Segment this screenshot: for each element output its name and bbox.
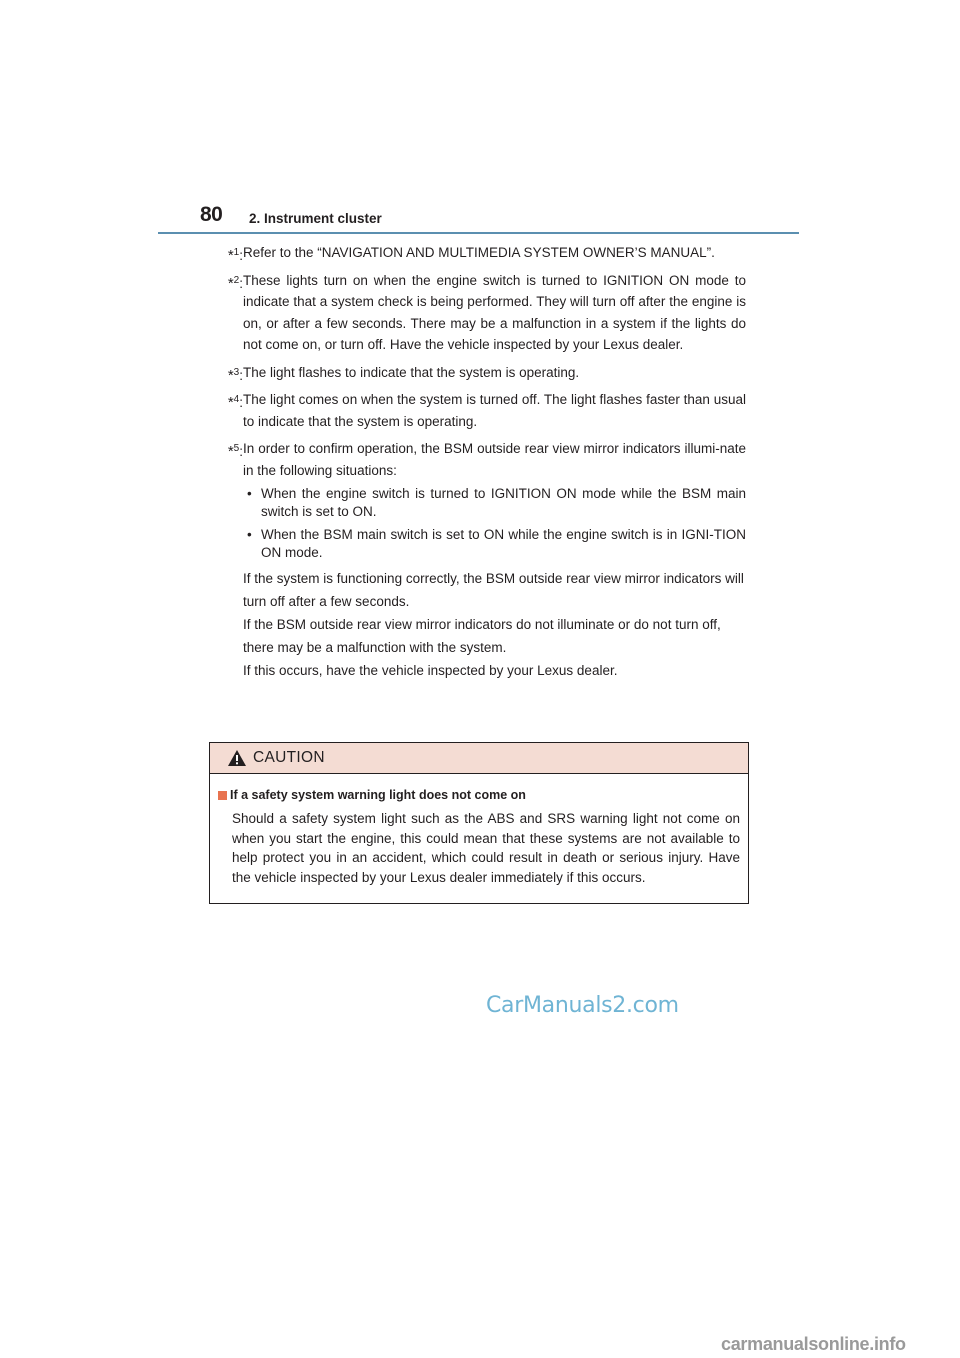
footnote-text: The light flashes to indicate that the system is operating. (243, 364, 580, 380)
footnote-marker: *$^4$: (227, 394, 243, 411)
follow-up-paragraph: If this occurs, have the vehicle inspected by your Lexus dealer. (243, 663, 618, 678)
page-number: 80 (200, 203, 223, 226)
footnote-text: In order to confirm operation, the BSM outside rear view mirror indicators illumi-nate in the following situations: (243, 441, 746, 478)
list-item: • When the engine switch is turned to IGNITION ON mode while the BSM main switch is set to ON. (247, 486, 746, 519)
footnote-marker: *$^2$: (227, 274, 243, 292)
footnote-2 (210, 270, 746, 356)
footnote-text: The light comes on when the system is turned off. The light flashes faster than usual to indicate that the system is operating. (243, 392, 746, 429)
list-item: • When the BSM main switch is set to ON while the engine switch is in IGNI-TION ON mode. (247, 527, 746, 560)
caution-title: CAUTION (253, 749, 325, 766)
header-divider (158, 232, 799, 234)
caution-text: Should a safety system light such as the ABS and SRS warning light not come on when you start the engine, this could mean that these systems are not available to help protect you in an accident, which could result in death or serious injury. Have the vehicle inspected by your Lexus dealer immediately if this occurs. (232, 811, 740, 885)
caution-subheading: If a safety system warning light does not come on (218, 788, 740, 802)
section-title: 2. Instrument cluster (249, 211, 382, 226)
caution-box (209, 742, 749, 904)
footnote-text: Refer to the “NAVIGATION AND MULTIMEDIA SYSTEM OWNER’S MANUAL”. (243, 245, 715, 260)
footnote-3 (210, 362, 746, 384)
follow-up-paragraph: If the BSM outside rear view mirror indicators do not illuminate or do not turn off, there may be a malfunction with the system. (243, 617, 721, 655)
warning-triangle-icon (227, 749, 247, 772)
condition-list (243, 485, 746, 562)
footnotes (210, 242, 746, 688)
footnote-5 (210, 438, 746, 682)
footnote-text: These lights turn on when the engine switch is turned to IGNITION ON mode to indicate that a system check is being performed. They will turn off after the engine is on, or after a few seconds. There may be a malfunction in a system if the lights do not come on, or turn off. Have the vehicle inspected by your Lexus dealer. (243, 272, 746, 352)
footnote-marker: *$^1$: (227, 247, 243, 264)
footnote-marker: *$^5$: (227, 443, 243, 460)
square-bullet-icon (218, 791, 227, 800)
footnote-marker: *$^3$: (227, 366, 243, 384)
caution-header (210, 743, 748, 774)
footer-watermark: carmanualsonline.info (721, 1334, 906, 1354)
footnote-4 (210, 389, 746, 432)
footnote-1 (210, 242, 746, 264)
follow-up-paragraph: If the system is functioning correctly, the BSM outside rear view mirror indicators will turn off after a few seconds. (243, 571, 744, 609)
watermark-logo: CarManuals2.com (486, 993, 679, 1018)
